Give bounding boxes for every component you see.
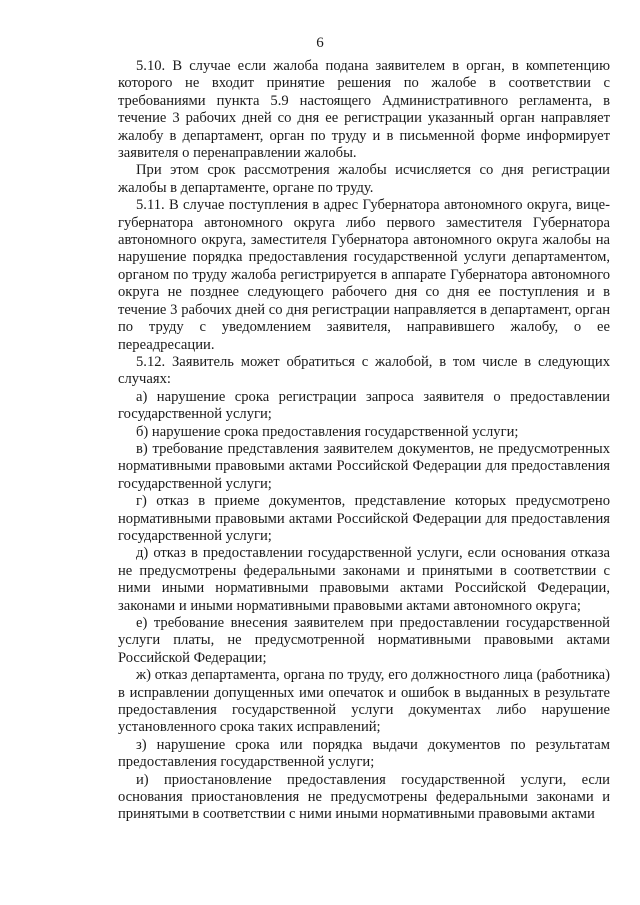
paragraph-5-11: 5.11. В случае поступления в адрес Губернатора автономного округа, вице-губернатора автономного округа либо первого заместителя Губернатора автономного округа, заместителя Губернатора автономного округа жалобы на нарушение порядка предоставления государственной услуги департаментом, органом по труду жалоба регистрируется в аппарате Губернатора автономного округа не позднее следующего рабочего дня со дня ее поступления и в течение 3 рабочих дней со дня регистрации направляется в департамент, орган по труду с уведомлением заявителя, направившего жалобу, о ее переадресации. (118, 197, 610, 353)
list-item-v: в) требование представления заявителем документов, не предусмотренных нормативными правовыми актами Российской Федерации для предоставления государственной услуги; (118, 440, 610, 492)
list-item-i: и) приостановление предоставления государственной услуги, если основания приостановления не предусмотрены федеральными законами и принятыми в соответствии с ними иными нормативными правовыми актами (118, 771, 610, 823)
list-item-a: а) нарушение срока регистрации запроса заявителя о предоставлении государственной услуги; (118, 388, 610, 423)
paragraph-5-12: 5.12. Заявитель может обратиться с жалобой, в том числе в следующих случаях: (118, 353, 610, 388)
page-number: 6 (316, 35, 324, 51)
list-item-d: д) отказ в предоставлении государственной услуги, если основания отказа не предусмотрены федеральными законами и принятыми в соответствии с ними иными нормативными правовыми актами Российской Федерации, законами и иными нормативными правовыми актами автономного округа; (118, 545, 610, 614)
list-item-z: з) нарушение срока или порядка выдачи документов по результатам предоставления государственной услуги; (118, 736, 610, 771)
list-item-g: г) отказ в приеме документов, представление которых предусмотрено нормативными правовыми актами Российской Федерации для предоставления государственной услуги; (118, 493, 610, 544)
list-item-b: б) нарушение срока предоставления государственной услуги; (136, 423, 519, 440)
paragraph-5-10: 5.10. В случае если жалоба подана заявителем в орган, в компетенцию которого не входит принятие решения по жалобе в соответствии с требованиями пункта 5.9 настоящего Административного регламента, в течение 3 рабочих дней со дня ее регистрации указанный орган направляет жалобу в департамент, орган по труду и в письменной форме информирует заявителя о перенаправлении жалобы. (118, 58, 610, 162)
document-body (118, 58, 610, 824)
list-item-zh: ж) отказ департамента, органа по труду, его должностного лица (работника) в исправлении допущенных ими опечаток и ошибок в выданных в результате предоставления государственной услуги документах либо нарушение установленного срока таких исправлений; (118, 667, 610, 736)
paragraph-complaint-term: При этом срок рассмотрения жалобы исчисляется со дня регистрации жалобы в департаменте, органе по труду. (118, 162, 610, 196)
list-item-e: е) требование внесения заявителем при предоставлении государственной услуги платы, не предусмотренной нормативными правовыми актами Российской Федерации; (118, 615, 610, 666)
